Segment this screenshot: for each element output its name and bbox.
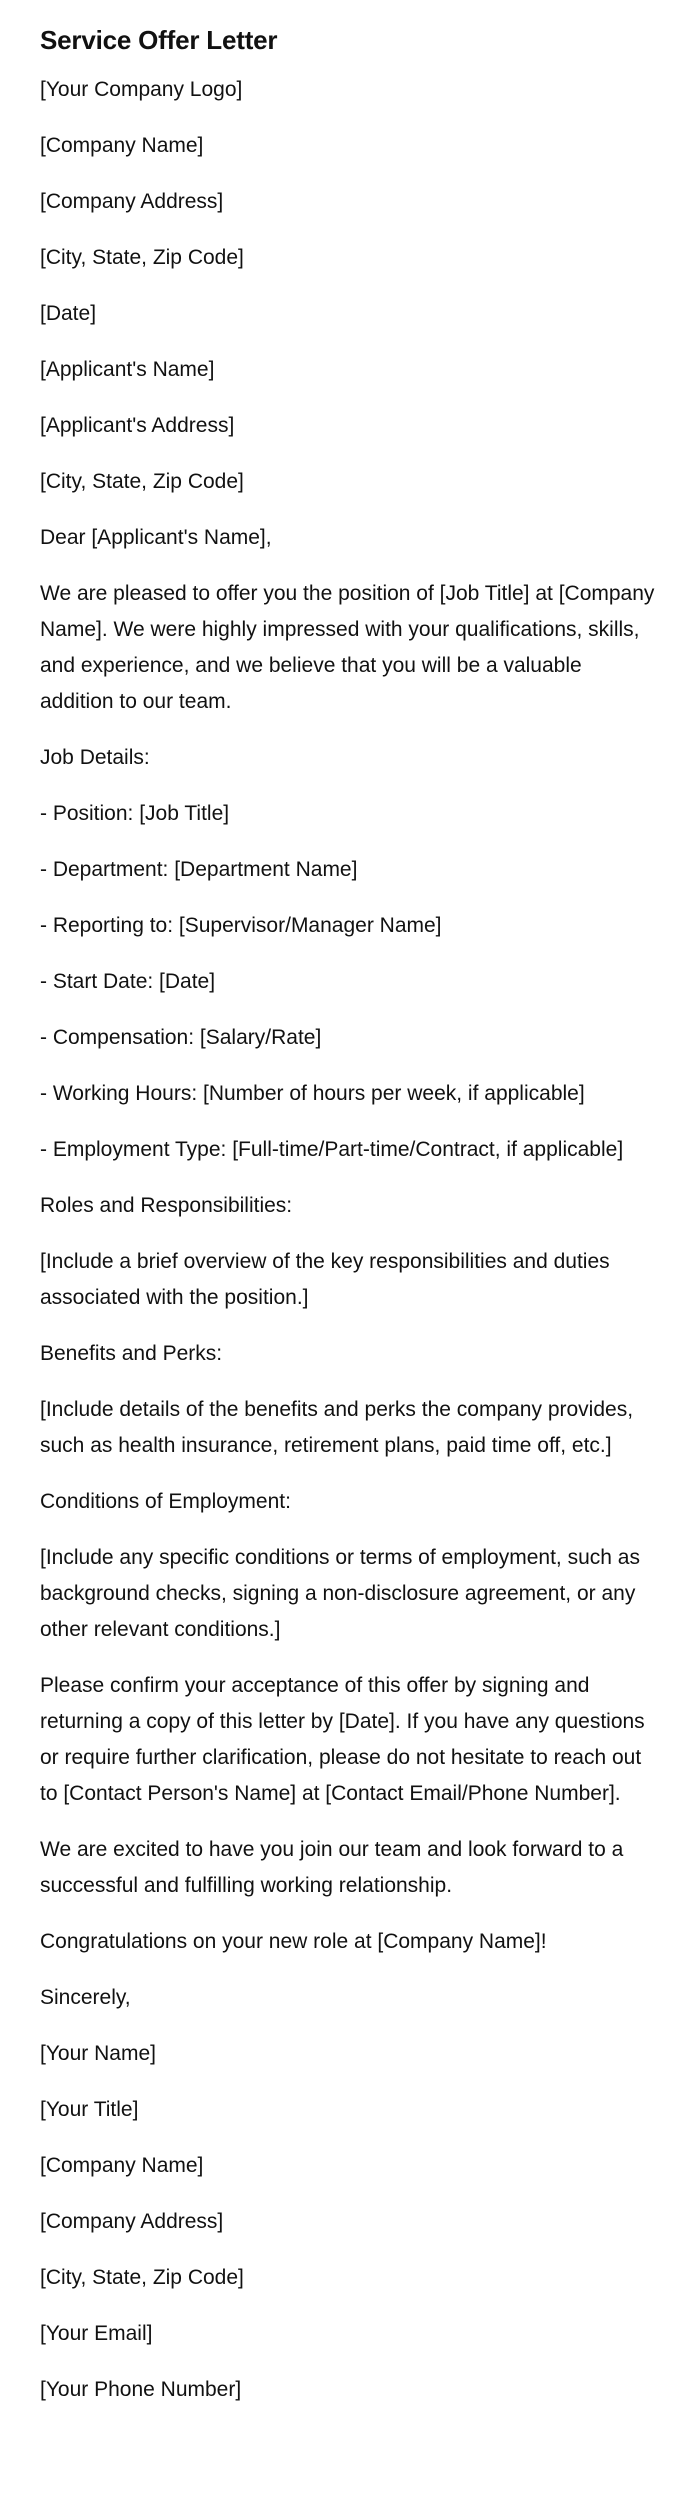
sender-city-state-zip: [City, State, Zip Code] <box>40 246 244 269</box>
congratulations-line: Congratulations on your new role at [Company Name]! <box>40 1930 547 1953</box>
signer-title: [Your Title] <box>40 2098 139 2121</box>
signer-city-state-zip: [City, State, Zip Code] <box>40 2266 244 2289</box>
conditions-heading: Conditions of Employment: <box>40 1490 291 1513</box>
document-title: Service Offer Letter <box>40 25 278 55</box>
job-detail-working-hours: - Working Hours: [Number of hours per week, if applicable] <box>40 1082 585 1105</box>
signer-company-address: [Company Address] <box>40 2210 224 2233</box>
roles-heading: Roles and Responsibilities: <box>40 1194 293 1217</box>
sender-company-name: [Company Name] <box>40 134 204 157</box>
signer-phone: [Your Phone Number] <box>40 2378 242 2401</box>
sender-company-address: [Company Address] <box>40 190 224 213</box>
salutation: Dear [Applicant's Name], <box>40 526 272 549</box>
sign-off: Sincerely, <box>40 1986 131 2009</box>
signer-name: [Your Name] <box>40 2042 156 2065</box>
job-details-heading: Job Details: <box>40 746 150 769</box>
job-detail-reporting: - Reporting to: [Supervisor/Manager Name] <box>40 914 442 937</box>
intro-paragraph: We are pleased to offer you the position of [Job Title] at [Company Name]. We were highly impressed with your qualifications, skills, and experience, and we believe that you will be a valuable addition to our team. <box>40 582 655 713</box>
job-detail-start-date: - Start Date: [Date] <box>40 970 216 993</box>
roles-paragraph: [Include a brief overview of the key responsibilities and duties associated with the position.] <box>40 1250 610 1309</box>
benefits-paragraph: [Include details of the benefits and perks the company provides, such as health insurance, retirement plans, paid time off, etc.] <box>40 1398 634 1457</box>
applicant-name: [Applicant's Name] <box>40 358 215 381</box>
letter-date: [Date] <box>40 302 97 325</box>
job-detail-department: - Department: [Department Name] <box>40 858 358 881</box>
benefits-heading: Benefits and Perks: <box>40 1342 223 1365</box>
signer-email: [Your Email] <box>40 2322 153 2345</box>
applicant-city-state-zip: [City, State, Zip Code] <box>40 470 244 493</box>
job-detail-compensation: - Compensation: [Salary/Rate] <box>40 1026 322 1049</box>
job-detail-position: - Position: [Job Title] <box>40 802 230 825</box>
closing-paragraph: We are excited to have you join our team and look forward to a successful and fulfilling working relationship. <box>40 1838 624 1897</box>
acceptance-paragraph: Please confirm your acceptance of this offer by signing and returning a copy of this letter by [Date]. If you have any questions or require further clarification, please do not hesitate to reach out to [Contact Person's Name] at [Contact Email/Phone Number]. <box>40 1674 645 1805</box>
signer-company-name: [Company Name] <box>40 2154 204 2177</box>
conditions-paragraph: [Include any specific conditions or terms of employment, such as background checks, signing a non-disclosure agreement, or any other relevant conditions.] <box>40 1546 640 1641</box>
company-logo-placeholder: [Your Company Logo] <box>40 78 243 101</box>
job-detail-employment-type: - Employment Type: [Full-time/Part-time/Contract, if applicable] <box>40 1138 624 1161</box>
applicant-address: [Applicant's Address] <box>40 414 235 437</box>
